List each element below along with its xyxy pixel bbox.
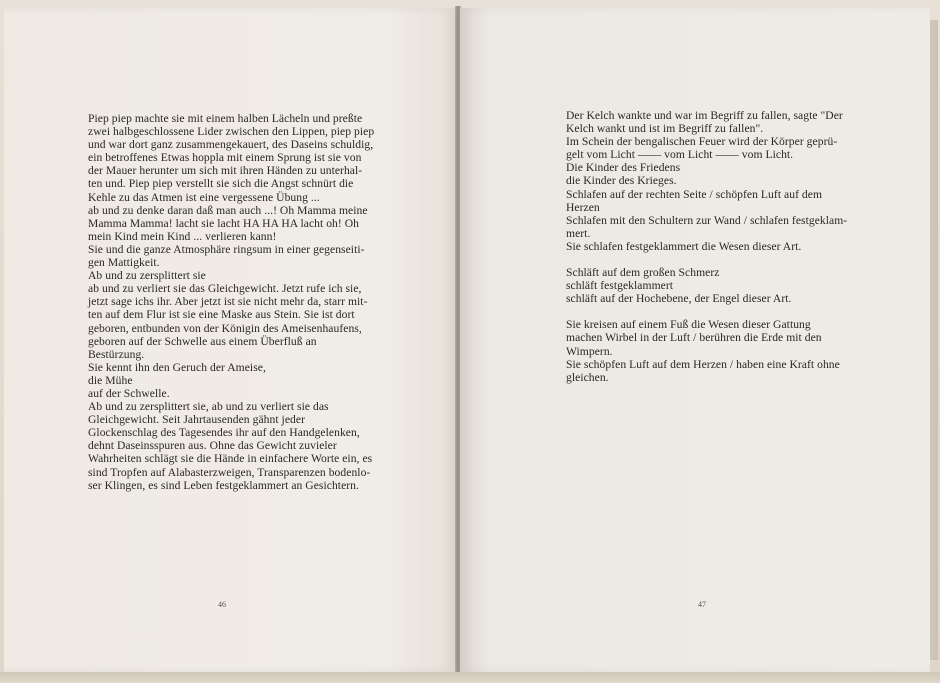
text-line: gelt vom Licht —— vom Licht —— vom Licht. — [566, 148, 794, 162]
text-line: Bestürzung. — [88, 347, 145, 361]
text-line: Glockenschlag des Tagesendes ihr auf den Handgelenken, — [88, 426, 360, 440]
right-page-number: 47 — [698, 600, 706, 609]
text-line: mein Kind mein Kind ... verlieren kann! — [88, 229, 277, 243]
text-line: ten auf dem Flur ist sie eine Maske aus Stein. Sie ist dort — [88, 308, 355, 322]
text-line: Piep piep machte sie mit einem halben Lächeln und preßte — [88, 112, 363, 125]
book-bottom-edge — [0, 672, 940, 683]
text-line: Schlafen mit den Schultern zur Wand / schlafen festgeklam- — [566, 213, 848, 227]
text-line: Schläft auf dem großen Schmerz — [566, 266, 720, 280]
text-line: Der Kelch wankte und war im Begriff zu fallen, sagte "Der — [566, 109, 843, 122]
right-page-text — [566, 109, 856, 384]
text-line: Sie schlafen festgeklammert die Wesen dieser Art. — [566, 239, 802, 253]
text-line: Wahrheiten schlägt sie die Hände in einfachere Worte ein, es — [88, 452, 373, 466]
text-line: ein betroffenes Etwas hoppla mit einem Sprung ist sie von — [88, 151, 362, 165]
text-line: Die Kinder des Friedens — [566, 161, 681, 175]
text-line: Herzen — [566, 200, 600, 214]
text-line: und war dort ganz zusammengekauert, des Daseins schuldig, — [88, 138, 374, 152]
text-line: Sie schöpfen Luft auf dem Herzen / haben eine Kraft ohne — [566, 357, 840, 371]
text-line: Sie kennt ihn den Geruch der Ameise, — [88, 360, 266, 374]
text-line: schläft auf der Hochebene, der Engel dieser Art. — [566, 292, 792, 306]
text-line: Kelch wankt und ist im Begriff zu fallen". — [566, 122, 764, 136]
text-line: ab und zu verliert sie das Gleichgewicht. Jetzt rufe ich sie, — [88, 282, 362, 296]
text-line: ab und zu denke daran daß man auch ...! Oh Mamma meine — [88, 203, 368, 217]
stanza-gap — [566, 305, 856, 318]
text-line: Mamma Mamma! lacht sie lacht HA HA HA lacht oh! Oh — [88, 216, 360, 230]
text-line: schläft festgeklammert — [566, 279, 674, 293]
right-page — [460, 8, 930, 672]
text-line: jetzt sage ichs ihr. Aber jetzt ist sie nicht mehr da, starr mit- — [88, 295, 368, 309]
text-line: ten und. Piep piep verstellt sie sich die Angst schnürt die — [88, 177, 354, 191]
text-line: Wimpern. — [566, 344, 613, 358]
text-line: Ab und zu zersplittert sie — [88, 269, 206, 283]
text-line: zwei halbgeschlossene Lider zwischen den Lippen, piep piep — [88, 125, 375, 139]
text-line: der Mauer herunter um sich mit ihren Händen zu unterhal- — [88, 164, 363, 178]
text-line: Kehle zu das Atmen ist eine vergessene Übung ... — [88, 190, 320, 204]
text-line: die Kinder des Krieges. — [566, 174, 677, 188]
text-line: Gleichgewicht. Seit Jahrtausenden gähnt jeder — [88, 413, 305, 427]
text-line: geboren auf der Schwelle aus einem Überfluß an — [88, 334, 317, 348]
text-line: Sie und die ganze Atmosphäre ringsum in einer gegenseiti- — [88, 242, 365, 256]
text-line: Schlafen auf der rechten Seite / schöpfen Luft auf dem — [566, 187, 823, 201]
text-line: Sie kreisen auf einem Fuß die Wesen dieser Gattung — [566, 318, 811, 332]
text-line: machen Wirbel in der Luft / berühren die Erde mit den — [566, 331, 822, 345]
left-page-number: 46 — [218, 600, 226, 609]
stanza-gap — [566, 253, 856, 266]
text-line: Im Schein der bengalischen Feuer wird der Körper geprü- — [566, 135, 838, 149]
text-line: die Mühe — [88, 373, 133, 387]
text-line: sind Tropfen auf Alabasterzweigen, Transparenzen bodenlo- — [88, 465, 371, 479]
text-line: gleichen. — [566, 370, 609, 384]
text-line: Ab und zu zersplittert sie, ab und zu verliert sie das — [88, 400, 329, 414]
text-line: auf der Schwelle. — [88, 386, 170, 400]
text-line: mert. — [566, 226, 591, 240]
text-line: gen Mattigkeit. — [88, 256, 160, 270]
left-page — [4, 8, 456, 672]
text-line: geboren, entbunden von der Königin des Ameisenhaufens, — [88, 321, 362, 335]
text-line: dehnt Daseinsspuren aus. Ohne das Gewicht zuvieler — [88, 439, 337, 453]
text-line: ser Klingen, es sind Leben festgeklammert an Gesichtern. — [88, 478, 359, 492]
left-page-text — [88, 112, 373, 492]
